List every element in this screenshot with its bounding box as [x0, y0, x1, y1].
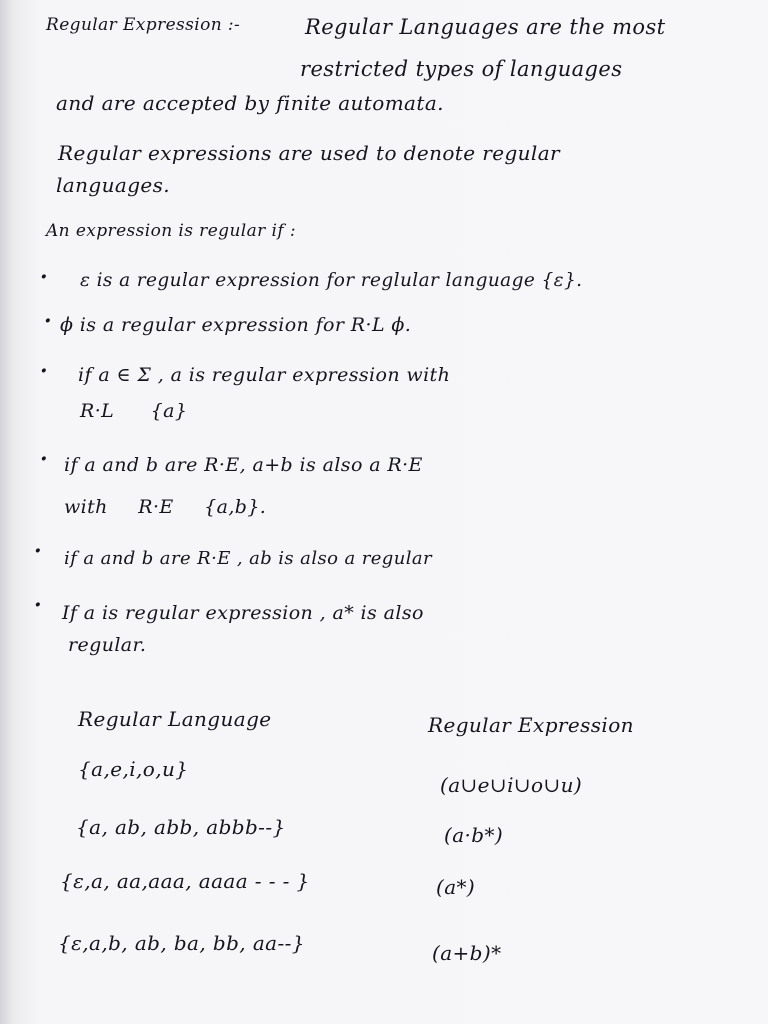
row-expression-ab: (a·b*)	[444, 823, 504, 847]
bullet-dot: ·	[40, 264, 48, 290]
rule-kleene-line-1: If a is regular expression , a* is also	[62, 602, 424, 624]
row-language-ab-star: {ε,a,b, ab, ba, bb, aa--}	[58, 931, 305, 955]
row-language-a-star: {ε,a, aa,aaa, aaaa - - - }	[60, 869, 310, 893]
bullet-dot: ·	[34, 592, 42, 618]
column-header-expression: Regular Expression	[428, 713, 634, 737]
rule-kleene-line-2: regular.	[68, 634, 147, 656]
bullet-dot: ·	[44, 308, 52, 334]
row-language-ab: {a, ab, abb, abbb--}	[76, 815, 286, 839]
bullet-dot: ·	[40, 358, 48, 384]
column-header-language: Regular Language	[78, 707, 272, 731]
rule-symbol-line-1: if a ∈ Σ , a is regular expression with	[78, 364, 451, 386]
row-expression-a-star: (a*)	[436, 875, 476, 899]
row-expression-ab-star: (a+b)*	[432, 941, 502, 965]
rule-concatenation: if a and b are R·E , ab is also a regular	[64, 548, 432, 569]
definition-line-1: Regular Languages are the most	[305, 15, 666, 39]
row-expression-vowels: (a∪e∪i∪o∪u)	[440, 773, 583, 797]
rule-phi: ϕ is a regular expression for R·L ϕ.	[60, 314, 412, 336]
intro-line-3: An expression is regular if :	[46, 221, 296, 241]
definition-line-3: and are accepted by finite automata.	[56, 91, 444, 115]
intro-line-1: Regular expressions are used to denote regular	[58, 141, 561, 165]
row-language-vowels: {a,e,i,o,u}	[78, 757, 189, 781]
intro-line-2: languages.	[56, 173, 171, 197]
definition-line-2: restricted types of languages	[300, 57, 623, 81]
rule-union-line-2: with R·E {a,b}.	[64, 496, 267, 518]
rule-epsilon: ε is a regular expression for reglular language {ε}.	[80, 270, 583, 291]
rule-symbol-line-2: R·L {a}	[80, 400, 188, 422]
bullet-dot: ·	[34, 538, 42, 564]
bullet-dot: ·	[40, 446, 48, 472]
rule-union-line-1: if a and b are R·E, a+b is also a R·E	[64, 454, 423, 476]
term-regular-expression: Regular Expression :-	[46, 15, 241, 35]
